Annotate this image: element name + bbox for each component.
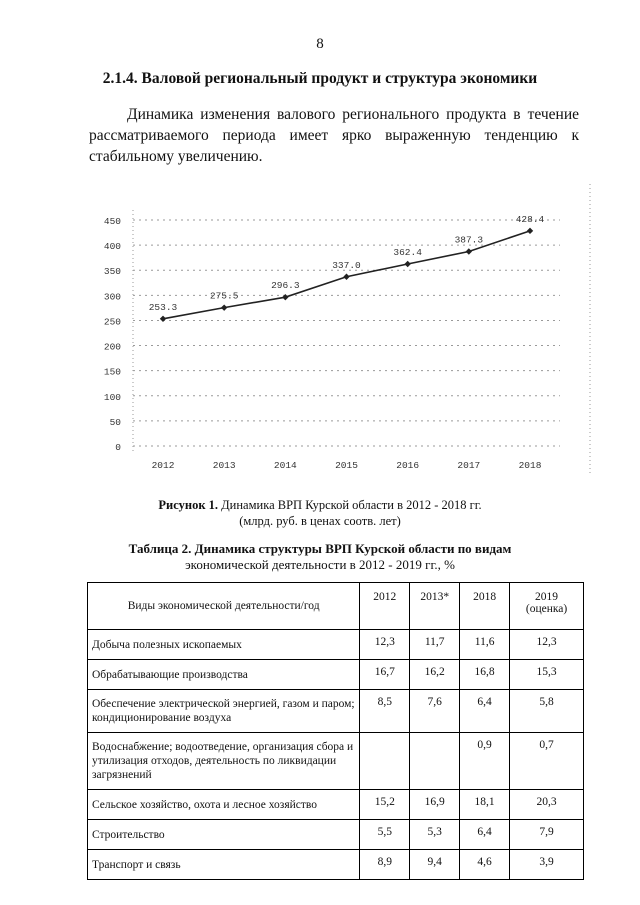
x-tick-label: 2015 <box>335 460 358 471</box>
x-tick-label: 2018 <box>518 460 542 471</box>
table-row <box>88 820 584 850</box>
section-title: 2.1.4. Валовой региональный продукт и структура экономики <box>102 70 538 87</box>
x-tick-label: 2014 <box>273 460 297 471</box>
value-2013 <box>410 733 460 790</box>
economy-structure-table <box>87 582 584 880</box>
value-2019: 0,7 <box>510 733 584 790</box>
table-caption-label: Таблица 2. <box>128 541 192 556</box>
value-2018: 18,1 <box>460 790 510 820</box>
activity-name: Строительство <box>88 820 360 850</box>
value-2012 <box>360 733 410 790</box>
y-tick-label: 250 <box>103 316 121 328</box>
value-2012: 12,3 <box>360 630 410 660</box>
page-number: 8 <box>316 36 324 52</box>
data-label: 253.3 <box>148 301 178 313</box>
value-2012: 5,5 <box>360 820 410 850</box>
chart-canvas <box>88 184 592 482</box>
y-tick-label: 100 <box>103 391 121 403</box>
activity-name: Сельское хозяйство, охота и лесное хозяйство <box>88 790 360 820</box>
data-label: 337.0 <box>332 259 361 271</box>
table-row <box>88 690 584 733</box>
activity-name: Транспорт и связь <box>88 850 360 880</box>
activity-name: Водоснабжение; водоотведение, организация сбора и утилизация отходов, деятельность по ликвидации загрязнений <box>88 733 360 790</box>
y-tick-label: 400 <box>103 241 121 253</box>
table-row <box>88 733 584 790</box>
value-2018: 16,8 <box>460 660 510 690</box>
vrp-line-chart <box>88 184 592 482</box>
data-label: 428.4 <box>515 213 545 225</box>
value-2019: 7,9 <box>510 820 584 850</box>
table-caption-subtitle: экономической деятельности в 2012 - 2019 гг., % <box>185 557 455 572</box>
value-2012: 16,7 <box>360 660 410 690</box>
value-2019: 15,3 <box>510 660 584 690</box>
value-2018: 0,9 <box>460 733 510 790</box>
x-tick-label: 2017 <box>457 460 481 471</box>
y-tick-label: 350 <box>103 266 121 278</box>
table-row <box>88 850 584 880</box>
y-tick-label: 150 <box>103 366 121 378</box>
value-2012: 8,9 <box>360 850 410 880</box>
y-tick-label: 450 <box>103 216 121 227</box>
value-2012: 8,5 <box>360 690 410 733</box>
y-tick-label: 50 <box>109 416 121 428</box>
table-caption-title: Динамика структуры ВРП Курской области по видам <box>194 541 512 556</box>
data-point-marker <box>527 228 533 234</box>
table-header-row <box>88 583 584 630</box>
table-caption <box>0 541 640 573</box>
activity-name: Добыча полезных ископаемых <box>88 630 360 660</box>
data-point-marker <box>343 274 349 280</box>
figure-caption-subtitle: (млрд. руб. в ценах соотв. лет) <box>239 514 401 528</box>
intro-paragraph: Динамика изменения валового регионального продукта в течение рассматриваемого периода имеет ярко выраженную тенденцию к стабильному увеличению. <box>89 106 579 165</box>
data-label: 296.3 <box>271 280 300 292</box>
y-tick-label: 300 <box>103 291 121 303</box>
table-row <box>88 660 584 690</box>
y-tick-label: 200 <box>103 341 121 353</box>
value-2018: 6,4 <box>460 820 510 850</box>
value-2013: 5,3 <box>410 820 460 850</box>
data-point-marker <box>466 248 472 254</box>
value-2019: 20,3 <box>510 790 584 820</box>
x-tick-label: 2016 <box>396 460 420 471</box>
header-activity: Виды экономической деятельности/год <box>88 583 360 630</box>
activity-name: Обеспечение электрической энергией, газом и паром; кондиционирование воздуха <box>88 690 360 733</box>
value-2019: 3,9 <box>510 850 584 880</box>
value-2013: 7,6 <box>410 690 460 733</box>
value-2013: 9,4 <box>410 850 460 880</box>
header-2019: 2019 (оценка) <box>510 583 584 630</box>
data-label: 387.3 <box>454 234 484 246</box>
value-2018: 4,6 <box>460 850 510 880</box>
figure-caption-title: Динамика ВРП Курской области в 2012 - 2018 гг. <box>221 498 482 512</box>
value-2013: 11,7 <box>410 630 460 660</box>
header-2012: 2012 <box>360 583 410 630</box>
header-2013: 2013* <box>410 583 460 630</box>
table-row <box>88 790 584 820</box>
value-2013: 16,2 <box>410 660 460 690</box>
value-2012: 15,2 <box>360 790 410 820</box>
table-row <box>88 630 584 660</box>
y-tick-label: 0 <box>115 442 121 453</box>
header-2018: 2018 <box>460 583 510 630</box>
activity-name: Обрабатывающие производства <box>88 660 360 690</box>
value-2018: 11,6 <box>460 630 510 660</box>
figure-caption-label: Рисунок 1. <box>158 498 219 512</box>
value-2018: 6,4 <box>460 690 510 733</box>
value-2013: 16,9 <box>410 790 460 820</box>
data-point-marker <box>404 261 410 267</box>
data-point-marker <box>221 304 227 310</box>
figure-caption <box>0 497 640 529</box>
data-point-marker <box>160 316 166 322</box>
data-label: 275.5 <box>209 290 239 302</box>
x-tick-label: 2013 <box>212 460 236 471</box>
data-label: 362.4 <box>393 246 422 258</box>
value-2019: 12,3 <box>510 630 584 660</box>
value-2019: 5,8 <box>510 690 584 733</box>
x-tick-label: 2012 <box>151 460 175 471</box>
